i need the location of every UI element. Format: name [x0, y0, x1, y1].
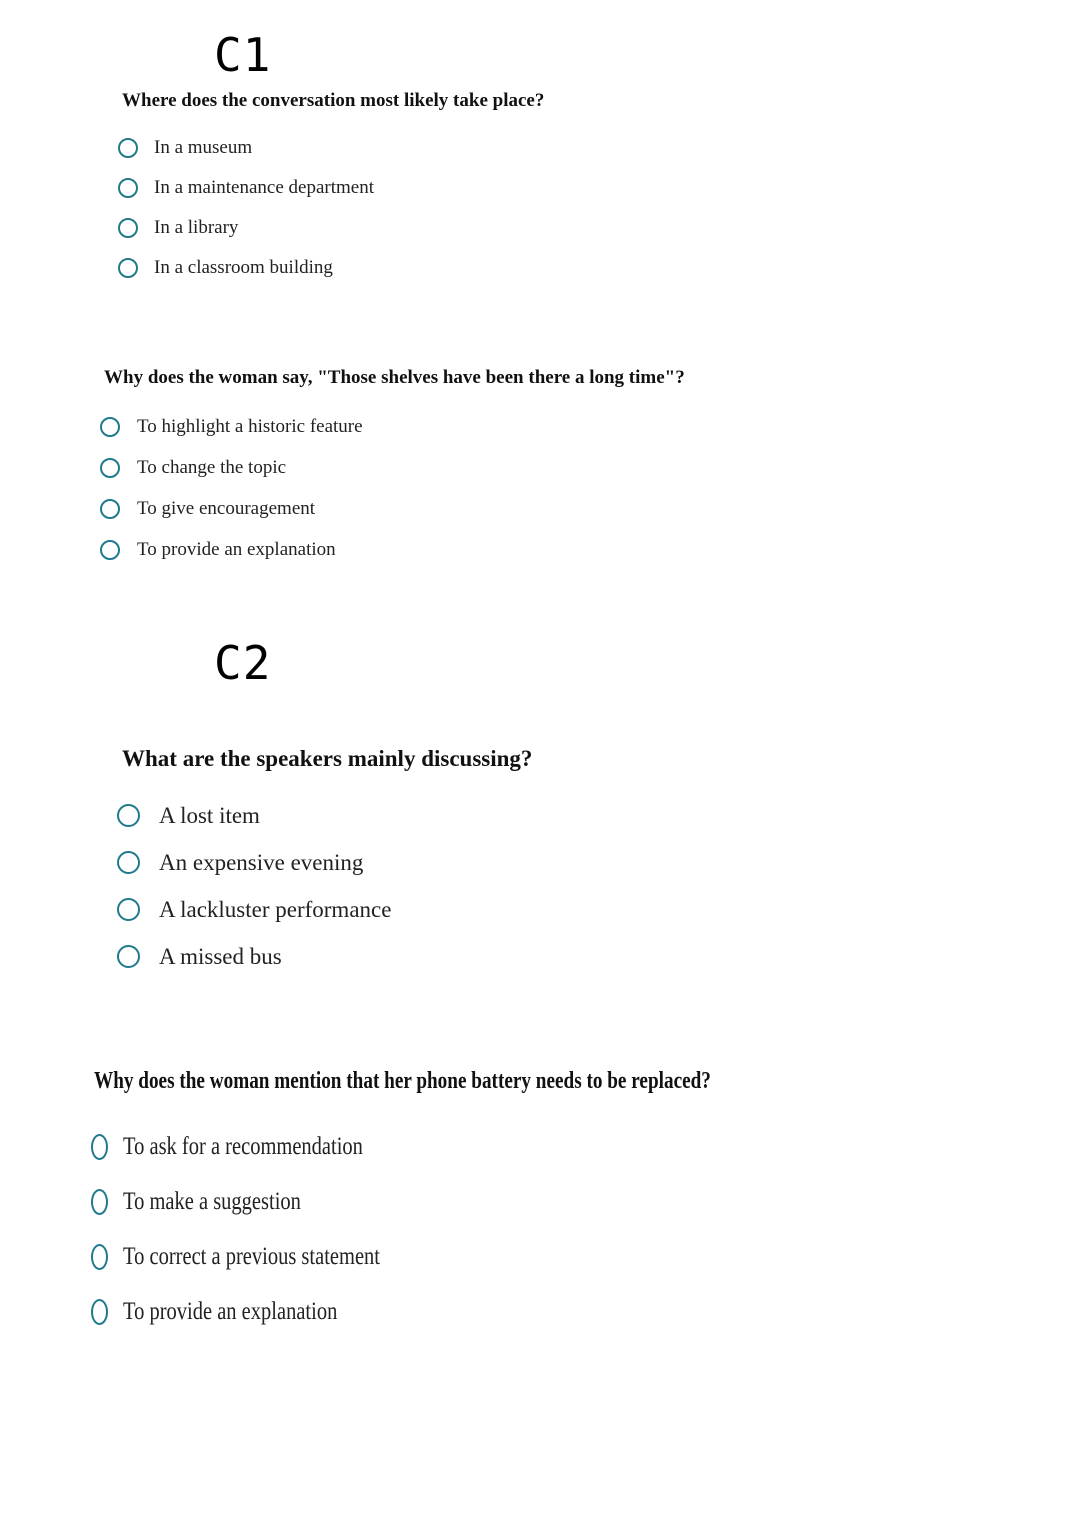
option-an-expensive-evening[interactable]: [117, 839, 391, 886]
radio-button-icon[interactable]: [118, 218, 138, 238]
option-to-make-a-suggestion[interactable]: [91, 1174, 436, 1229]
option-a-lackluster-performance[interactable]: [117, 886, 391, 933]
option-label: To provide an explanation: [137, 538, 336, 560]
radio-button-icon[interactable]: [118, 138, 138, 158]
option-in-a-museum[interactable]: [118, 128, 374, 168]
radio-button-icon[interactable]: [118, 178, 138, 198]
radio-button-icon[interactable]: [118, 258, 138, 278]
option-in-a-library[interactable]: [118, 208, 374, 248]
radio-button-icon[interactable]: [117, 804, 140, 827]
option-to-ask-for-a-recommendation[interactable]: [91, 1119, 436, 1174]
radio-button-icon[interactable]: [117, 898, 140, 921]
radio-button-icon[interactable]: [100, 458, 120, 478]
option-to-provide-an-explanation[interactable]: [100, 529, 363, 570]
radio-button-icon[interactable]: [91, 1299, 108, 1325]
question-text: Where does the conversation most likely take place?: [122, 90, 545, 111]
options-list: [118, 128, 374, 288]
question-text: What are the speakers mainly discussing?: [122, 746, 533, 771]
option-label: In a maintenance department: [154, 177, 374, 198]
option-label: To ask for a recommendation: [123, 1132, 363, 1160]
options-list: [117, 792, 391, 980]
option-to-highlight-a-historic-feature[interactable]: [100, 406, 363, 447]
option-to-provide-an-explanation[interactable]: [91, 1284, 436, 1339]
option-label: To highlight a historic feature: [137, 415, 363, 437]
option-label: An expensive evening: [159, 849, 364, 875]
radio-button-icon[interactable]: [100, 540, 120, 560]
option-label: In a library: [154, 217, 239, 238]
option-in-a-maintenance-department[interactable]: [118, 168, 374, 208]
question-text: Why does the woman mention that her phone battery needs to be replaced?: [94, 1068, 711, 1094]
options-list: [91, 1119, 436, 1339]
radio-button-icon[interactable]: [100, 417, 120, 437]
option-label: A lost item: [159, 802, 260, 828]
option-label: A missed bus: [159, 943, 282, 969]
option-label: In a classroom building: [154, 257, 333, 278]
option-label: To give encouragement: [137, 497, 316, 519]
radio-button-icon[interactable]: [91, 1189, 108, 1215]
option-label: To provide an explanation: [123, 1297, 338, 1325]
option-to-change-the-topic[interactable]: [100, 447, 363, 488]
question-text: Why does the woman say, "Those shelves have been there a long time"?: [104, 367, 685, 388]
option-a-lost-item[interactable]: [117, 792, 391, 839]
option-in-a-classroom-building[interactable]: [118, 248, 374, 288]
radio-button-icon[interactable]: [91, 1134, 108, 1160]
option-to-correct-a-previous-statement[interactable]: [91, 1229, 436, 1284]
radio-button-icon[interactable]: [117, 945, 140, 968]
option-label: To make a suggestion: [123, 1187, 301, 1215]
section-heading-c1: C1: [214, 28, 272, 82]
radio-button-icon[interactable]: [100, 499, 120, 519]
option-label: In a museum: [154, 137, 253, 158]
option-a-missed-bus[interactable]: [117, 933, 391, 980]
option-label: To change the topic: [137, 456, 287, 478]
radio-button-icon[interactable]: [117, 851, 140, 874]
option-label: A lackluster performance: [159, 896, 392, 922]
radio-button-icon[interactable]: [91, 1244, 108, 1270]
option-to-give-encouragement[interactable]: [100, 488, 363, 529]
section-heading-c2: C2: [214, 636, 272, 690]
options-list: [100, 406, 363, 570]
option-label: To correct a previous statement: [123, 1242, 380, 1270]
